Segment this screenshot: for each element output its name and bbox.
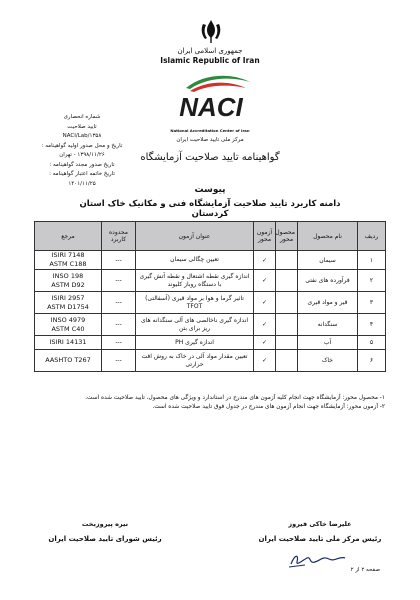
cell-product-based (276, 314, 298, 336)
cell-test-title: تاثیر گرما و هوا بر مواد قیری (آسفالتی) TFOT (136, 292, 254, 314)
naci-logo-text: NACI (179, 92, 243, 120)
cell-row-no: ۲ (358, 270, 386, 292)
notes (34, 394, 385, 412)
scope-table (34, 221, 386, 372)
cell-row-no: ۵ (358, 336, 386, 350)
table-row (35, 270, 386, 292)
cell-test-title: تعیین مقدار مواد آلی در خاک به روش افت حرارتی (136, 350, 254, 372)
table-row (35, 314, 386, 336)
republic-name-en: Islamic Republic of Iran (160, 56, 260, 65)
cell-test-title: اندازه گیری PH (136, 336, 254, 350)
cell-product: فرآورده های نفتی (298, 270, 358, 292)
cell-product-based (276, 350, 298, 372)
renewal-label: تاریخ صدور مجدد گواهینامه : (49, 161, 115, 168)
cell-product-based (276, 336, 298, 350)
center-name-fa: مرکز ملی تایید صلاحیت ایران (176, 137, 244, 143)
scope-title: دامنه کاربرد تایید صلاحیت آزمایشگاه فنی و مکانیک خاک استان کردستان (79, 199, 341, 219)
cell-test-based: ✓ (254, 350, 276, 372)
header-limit: محدوده کاربرد (102, 222, 136, 251)
note-1: ۱- محصول محور: آزمایشگاه جهت انجام کلیه آزمون های مندرج در استاندارد و ویژگی های محصول، تایید صلاحیت شده است. (85, 395, 385, 401)
table-header-row (35, 222, 386, 251)
page-number: صفحه ۲ از ۲ (350, 567, 380, 573)
cell-product-based (276, 270, 298, 292)
header-row-no: ردیف (358, 222, 386, 251)
table-row (35, 251, 386, 270)
cell-product: آب (298, 336, 358, 350)
council-head-name: نیره پیروزبخت (81, 520, 129, 528)
cell-row-no: ۶ (358, 350, 386, 372)
certificate-meta (30, 113, 134, 193)
cell-product-based (276, 251, 298, 270)
table-row (35, 350, 386, 372)
cell-test-based: ✓ (254, 314, 276, 336)
cell-test-based: ✓ (254, 270, 276, 292)
cell-product-based (276, 292, 298, 314)
cell-test-title: تعیین چگالی سیمان (136, 251, 254, 270)
cell-test-title: اندازه گیری نقطه اشتعال و نقطه آتش گیری با دستگاه روباز کلیوند (136, 270, 254, 292)
cell-product: سیمان (298, 251, 358, 270)
cell-reference: INSO 198 ASTM D92 (35, 270, 102, 292)
cell-product: خاک (298, 350, 358, 372)
cell-limit: --- (102, 336, 136, 350)
cell-product: قیر و مواد قیری (298, 292, 358, 314)
note-2: ۲- آزمون محور: آزمایشگاه جهت انجام آزمون های مندرج در جدول فوق تایید صلاحیت شده است. (152, 404, 385, 410)
header-product: نام محصول (298, 222, 358, 251)
header-product-based: محصول محور (276, 222, 298, 251)
header-reference: مرجع (35, 222, 102, 251)
reg-no-value: NACI/Lab/۱۳۵۸ (62, 133, 102, 139)
republic-name-fa: جمهوری اسلامی ایران (177, 47, 243, 55)
reg-no-sub: تایید صلاحیت (67, 123, 97, 130)
cell-row-no: ۳ (358, 292, 386, 314)
cell-product: سنگدانه (298, 314, 358, 336)
first-issue-label: تاریخ و محل صدور اولیه گواهینامه : (41, 142, 123, 149)
center-head-title: رئیس مرکز ملی تایید صلاحیت ایران (258, 535, 382, 543)
cell-reference: ISIRI 7148 ASTM C188 (35, 251, 102, 270)
center-name-en: National Accreditation Center of Iran (170, 128, 250, 133)
cell-limit: --- (102, 251, 136, 270)
expiry-label: تاریخ خاتمه اعتبار گواهینامه : (49, 171, 115, 177)
cell-test-title: اندازه گیری ناخالصی های آلی سنگدانه های ریز برای بتن (136, 314, 254, 336)
cell-row-no: ۱ (358, 251, 386, 270)
cell-test-based: ✓ (254, 251, 276, 270)
center-head-name: علیرضا خاکی فیروز (288, 520, 352, 528)
expiry-value: ۱۴۰۱/۱۱/۲۵ (68, 180, 96, 187)
cell-reference: ISIRI 2957 ASTM D1754 (35, 292, 102, 314)
header-test-title: عنوان آزمون (136, 222, 254, 251)
naci-logo (168, 72, 254, 120)
council-head-title: رئیس شورای تایید صلاحیت ایران (48, 535, 162, 543)
table-row (35, 292, 386, 314)
cell-limit: --- (102, 314, 136, 336)
iran-emblem-icon (200, 18, 222, 44)
cell-limit: --- (102, 292, 136, 314)
certificate-title: گواهینامه تایید صلاحیت آزمایشگاه (140, 152, 280, 163)
cell-test-based: ✓ (254, 336, 276, 350)
reg-no-label: شماره انحصاری (63, 114, 101, 120)
cell-row-no: ۴ (358, 314, 386, 336)
cell-limit: --- (102, 350, 136, 372)
cell-reference: INSO 4979 ASTM C40 (35, 314, 102, 336)
cell-test-based: ✓ (254, 292, 276, 314)
table-row (35, 336, 386, 350)
first-issue-value: ۱۳۹۸/۱۱/۲۶ - تهران (59, 152, 105, 158)
header-test-based: آزمون محور (254, 222, 276, 251)
attachment-title: پیوست (194, 185, 226, 195)
cell-reference: ISIRI 14131 (35, 336, 102, 350)
cell-reference: AASHTO T267 (35, 350, 102, 372)
cell-limit: --- (102, 270, 136, 292)
